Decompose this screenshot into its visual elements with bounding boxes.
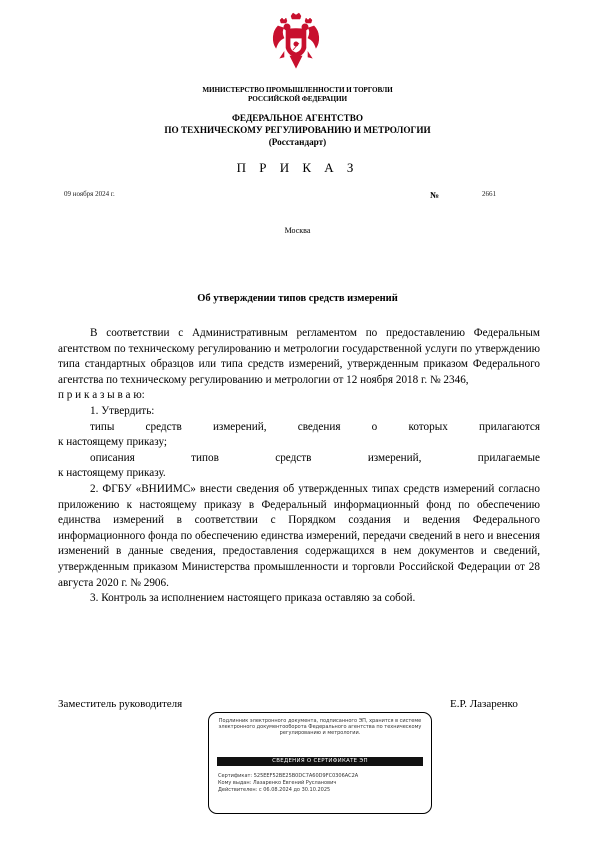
- item-2: 2. ФГБУ «ВНИИМС» внести сведения об утвержденных типах средств измерений согласно приложению к настоящему приказу в Федеральный информационный фонд по обеспечению единства измерений в соответствии с Порядком создания и ведения Федерального информационного фонда по обеспечению единства измерений, передачи сведений в него и внесения изменений в данные сведения, предоставления содержащихся в нем документов и сведений, утвержденным приказом Министерства промышленности и торговли Российской Федерации от 28 августа 2020 г. № 2906.: [58, 482, 540, 589]
- order-date: 09 ноября 2024 г.: [64, 190, 115, 198]
- agency-line-1: ФЕДЕРАЛЬНОЕ АГЕНТСТВО: [231, 113, 364, 123]
- stamp-certificate-details: [218, 773, 358, 794]
- ministry-line-1: МИНИСТЕРСТВО ПРОМЫШЛЕННОСТИ И ТОРГОВЛИ: [202, 86, 393, 94]
- ministry-name: [0, 86, 595, 104]
- item-3: 3. Контроль за исполнением настоящего приказа оставляю за собой.: [90, 592, 416, 605]
- stamp-valid-row: [218, 787, 358, 794]
- order-body: [58, 326, 540, 607]
- item-1b-line-2: к настоящему приказу.: [58, 467, 166, 480]
- stamp-cert-row: [218, 773, 358, 780]
- stamp-valid-label: Действителен:: [218, 787, 258, 793]
- order-number: 2661: [482, 190, 496, 198]
- stamp-cert-value: 525EEF52BE25B0DC7A60D9FC0306AC2A: [253, 773, 359, 779]
- agency-line-3: (Росстандарт): [268, 137, 327, 147]
- stamp-cert-label: Сертификат:: [218, 773, 253, 779]
- stamp-valid-value: с 06.08.2024 до 30.10.2025: [258, 787, 331, 793]
- item-1a-line-1: типы средств измерений, сведения о которых прилагаются: [90, 420, 540, 433]
- agency-name: [0, 112, 595, 148]
- stamp-owner-row: [218, 780, 358, 787]
- stamp-owner-label: Кому выдан:: [218, 780, 252, 786]
- order-subject: Об утверждении типов средств измерений: [197, 293, 398, 304]
- signatory-name: Е.Р. Лазаренко: [450, 698, 518, 710]
- paragraph-1: В соответствии с Административным регламентом по предоставлению Федеральным агентством по техническому регулированию и метрологии государственной услуги по утверждению типа стандартных образцов или типа средств измерений, утвержденным приказом Федерального агентства по техническому регулированию и метрологии от 12 ноября 2018 г. № 2346,: [58, 327, 540, 386]
- signatory-position: Заместитель руководителя: [58, 698, 183, 710]
- paragraph-1-decree: п р и к а з ы в а ю:: [58, 389, 145, 402]
- stamp-owner-value: Лазаренко Евгений Русланович: [252, 780, 337, 786]
- item-1b-line-1: описания типов средств измерений, прилагаемые: [90, 451, 540, 464]
- stamp-certificate-header: СВЕДЕНИЯ О СЕРТИФИКАТЕ ЭП: [217, 757, 423, 766]
- stamp-notice: Подлинник электронного документа, подписанного ЭП, хранится в системе электронного документооборота Федерального агентства по техническому регулированию и метрологии.: [218, 718, 422, 737]
- russian-coat-of-arms-icon: [270, 12, 322, 70]
- item-1a-line-2: к настоящему приказу;: [58, 436, 168, 449]
- item-1: 1. Утвердить:: [90, 404, 155, 417]
- agency-line-2: ПО ТЕХНИЧЕСКОМУ РЕГУЛИРОВАНИЮ И МЕТРОЛОГИИ: [164, 125, 431, 135]
- order-number-sign: №: [430, 190, 440, 200]
- ministry-line-2: РОССИЙСКОЙ ФЕДЕРАЦИИ: [248, 95, 347, 103]
- order-title: П Р И К А З: [236, 160, 359, 175]
- city: Москва: [284, 226, 311, 235]
- electronic-signature-stamp: [208, 712, 432, 814]
